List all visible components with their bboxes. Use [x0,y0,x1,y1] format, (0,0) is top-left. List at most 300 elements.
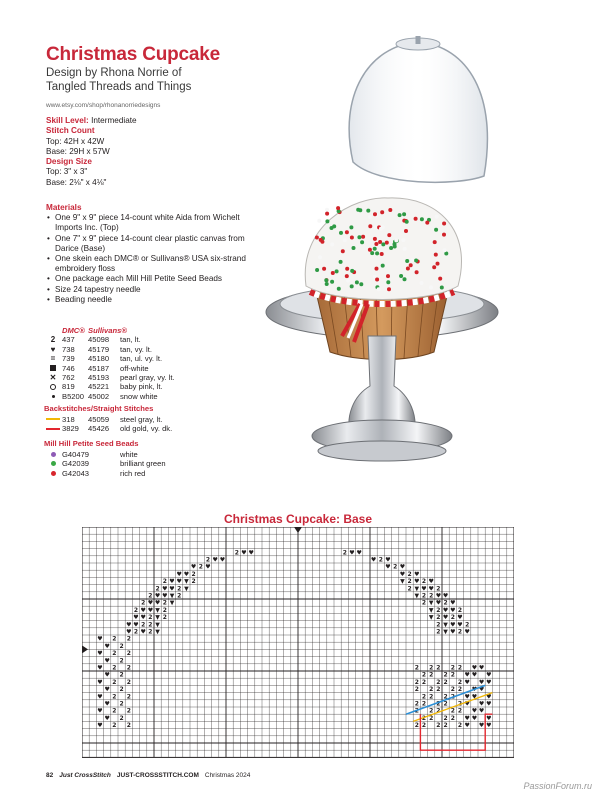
stitch-symbol: ♥ [478,664,485,672]
stitch-symbol: 2 [407,578,412,586]
frosting-bead [393,245,397,249]
frosting-bead [326,287,330,291]
stitch-symbol: ♥ [162,592,168,600]
stitch-symbol: ♥ [450,628,456,636]
key-row [44,364,294,373]
key-sullivans: 45002 [88,391,110,401]
stitch-symbol: ♥ [97,678,103,686]
stitch-symbol: ♥ [478,707,485,715]
stitch-symbol: 2 [191,578,196,586]
stitch-symbol: 2 [126,678,131,686]
stitch-symbol: ♥ [471,707,478,715]
key-dmc: 318 [62,414,75,424]
stitch-symbol: ♥ [154,599,161,607]
stitch-symbol: 2 [177,592,182,600]
stitch-symbol: 2 [450,664,455,672]
stitch-symbol: 2 [148,614,153,622]
stitch-symbol: ▼ [169,599,175,607]
circle-outline-icon [44,384,62,390]
stitch-symbol: ▼ [428,614,434,622]
stitch-symbol: ♥ [471,714,478,722]
stitch-symbol: 2 [421,599,427,607]
frosting-bead [355,280,359,284]
stitch-symbol: 2 [436,606,441,614]
stitch-symbol: 2 [450,707,455,715]
frosting-bead [434,228,438,232]
stitch-symbol: 2 [148,621,153,629]
stitch-symbol: 2 [414,722,419,730]
key-row [44,354,294,363]
frosting-bead [330,242,334,246]
stitch-symbol: ♥ [414,570,420,578]
materials-item: • One 9" x 9" piece 14-count white Aida from Wichelt Imports Inc. (Top) [46,213,256,233]
stitch-count-top: Top: 42H x 42W [46,136,105,146]
beads-label: Mill Hill Petite Seed Beads [44,439,139,449]
stitch-symbol: 2 [436,678,441,686]
stitch-symbol: ♥ [140,606,146,614]
materials-item: • Size 24 tapestry needle [46,285,256,295]
stitch-symbol: 2 [119,686,124,694]
stitch-symbol: ♥ [435,599,442,607]
stitch-symbol: ♥ [435,592,442,600]
frosting-bead [361,235,365,239]
stitch-symbol: 2 [141,599,146,607]
stitch-symbol: 2 [126,664,131,672]
stitch-symbol: 2 [414,686,419,694]
stitch-symbol: ♥ [478,700,485,708]
stitch-symbol: 2 [457,707,463,715]
frosting-bead [388,208,392,212]
stitch-symbol: ♥ [104,642,110,650]
stitch-symbol: 2 [133,628,139,636]
stitch-symbol: ♥ [486,722,492,730]
stitch-symbol: 2 [436,585,441,593]
stitch-symbol: 2 [112,664,117,672]
key-sullivans: 45221 [88,382,110,392]
bead-name: brilliant green [120,459,166,469]
frosting-bead [387,287,391,291]
stitch-symbol: 2 [436,664,441,672]
stitch-symbol: 2 [443,678,448,686]
stitch-count-base: Base: 29H x 57W [46,146,110,156]
stitch-symbol: ♥ [464,678,470,686]
stitch-symbol: 2 [465,621,470,629]
key-row [44,335,294,344]
stitch-symbol: ♥ [486,678,492,686]
stitch-symbol: ♥ [104,657,110,665]
stitch-symbol: 2 [436,614,441,622]
designer-line-2: Tangled Threads and Things [46,81,192,93]
frosting-bead [373,237,377,241]
stitch-symbol: 2 [443,700,448,708]
key-dmc: 3829 [62,424,79,434]
magazine-site[interactable]: JUST-CROSSSTITCH.COM [116,772,199,779]
stitch-symbol: ♥ [464,722,470,730]
stitch-symbol: 2 [443,599,448,607]
stitch-symbol: 2 [436,707,441,715]
stitch-symbol: ▼ [428,606,434,614]
frosting-bead [322,267,326,271]
key-sullivans: 45187 [88,363,110,373]
stitch-symbol: ♥ [126,628,132,636]
stitch-symbol: 2 [112,722,117,730]
stitch-symbol: 2 [443,722,448,730]
stitch-symbol: 2 [429,693,434,701]
bead-code: G40479 [62,449,90,459]
key-sullivans: 45426 [88,424,110,434]
frosting-bead [319,238,323,242]
cupcake-photo [258,36,508,506]
stitch-symbol: ♥ [205,563,211,571]
stitch-symbol: ♥ [486,671,492,679]
key-sullivans: 45180 [88,354,110,364]
stitch-symbol: ♥ [104,686,110,694]
key-row [44,450,294,459]
frosting-bead [433,240,437,244]
stitch-symbol: 2 [126,693,131,701]
key-name: off-white [120,363,149,373]
key-dmc: B5200 [62,391,84,401]
stitch-symbol: 2 [450,714,455,722]
frosting-bead [414,217,418,221]
stitch-symbol: ♥ [97,693,103,701]
stitch-symbol: 2 [450,671,455,679]
frosting-bead [337,287,341,291]
frosting-bead [406,267,410,271]
stitch-symbol: 2 [148,628,153,636]
key-dmc: 762 [62,373,75,383]
stitch-symbol: ♥ [450,621,456,629]
stitch-symbol: ♥ [248,549,254,557]
stitch-count-label: Stitch Count [46,126,95,136]
materials-list [46,213,256,305]
stitch-symbol: 2 [126,650,131,658]
key-name: tan, lt. [120,335,141,345]
green-bead-icon [44,461,62,466]
stitch-symbol: ♥ [162,585,168,593]
red-line-icon [44,428,62,430]
stitch-symbol: 2 [457,678,463,686]
frosting-bead [317,219,321,223]
stitch-symbol: ♥ [212,556,218,564]
stitch-symbol: ♥ [219,556,226,564]
stitch-symbol: ▼ [414,592,420,600]
frosting-bead [350,236,354,240]
frosting-bead [434,253,438,257]
stitch-symbol: ♥ [464,693,470,701]
stitch-symbol: 2 [407,585,412,593]
frosting-bead [373,247,377,251]
key-row [44,469,294,478]
key-name: snow white [120,391,158,401]
key-header-dmc: DMC® [62,326,85,335]
magazine-brand: Just CrossStitch [59,772,111,779]
stitch-symbol: ♥ [464,700,470,708]
frosting-bead [345,230,349,234]
stitch-symbol: ♥ [349,549,355,557]
stitch-symbol: ♥ [241,549,247,557]
skill-level-value: Intermediate [91,116,137,125]
stitch-symbol: 2 [450,686,455,694]
frosting-bead [425,221,429,225]
frosting-bead [325,219,329,223]
stitch-symbol: 2 [421,714,427,722]
frosting-bead [415,270,419,274]
stitch-symbol: 2 [191,570,196,578]
key-row [44,345,294,354]
stitch-symbol: 2 [450,693,455,701]
frosting-bead [335,269,339,273]
stitch-symbol: ♥ [457,614,463,622]
frosting-bead [435,215,439,219]
frosting-bead [432,265,436,269]
frosting-bead [373,212,377,216]
stitch-symbol: ♥ [356,549,362,557]
frosting-bead [436,262,440,266]
filled-square-icon [44,365,62,371]
stitch-symbol: ♥ [486,714,492,722]
bead-name: white [120,449,138,459]
stitch-symbol: ♥ [97,635,103,643]
frosting-bead [359,282,363,286]
frosting-bead [375,251,379,255]
stitch-symbol: 2 [407,570,412,578]
stitch-symbol: 2 [436,621,441,629]
frosting-bead [357,235,361,239]
frosting-bead [352,246,356,250]
stitch-symbol: 2 [112,635,117,643]
materials-item: • One skein each DMC® or Sullivans® USA six-strand embroidery floss [46,254,256,274]
stitch-symbol: ▼ [169,592,175,600]
stitch-symbol: ♥ [428,585,434,593]
frosting-bead [370,251,374,255]
stitch-symbol: ♥ [442,606,449,614]
stitch-symbol: 2 [133,606,139,614]
stitch-symbol: 2 [112,650,117,658]
frosting-bead [349,225,353,229]
designer-url[interactable]: www.etsy.com/shop/rhonanorriedesigns [46,102,161,109]
stitch-symbol: 2 [421,678,427,686]
chart-title: Christmas Cupcake: Base [223,512,373,526]
stitch-symbol: ♥ [442,614,449,622]
bead-code: G42043 [62,468,90,478]
materials-item: • One 7" x 9" piece 14-count clear plastic canvas from Darice (Base) [46,234,256,254]
frosting-bead [405,259,409,263]
heart-icon: ♥ [50,344,56,354]
stitch-symbol: 2 [119,700,124,708]
stitch-symbol: ♥ [471,664,478,672]
stitch-symbol: ♥ [450,599,456,607]
stitch-symbol: ♥ [190,563,197,571]
stitch-symbol: 2 [148,592,153,600]
stitch-symbol: 2 [112,707,117,715]
stitch-symbol: 2 [429,686,434,694]
stitch-symbol: ♥ [370,556,377,564]
frosting-bead [368,215,372,219]
stitch-symbol: ▼ [155,628,160,636]
issue-label: Christmas 2024 [204,772,251,779]
stitch-symbol: ♥ [421,585,427,593]
frosting-bead [401,238,405,242]
stitch-symbol: 2 [414,678,419,686]
key-row [44,415,294,424]
page-number: 82 [46,772,54,779]
materials-label: Materials [46,203,82,212]
purple-bead-icon [44,452,62,457]
key-name: tan, vy. lt. [120,344,152,354]
stitch-symbol: ♥ [104,671,110,679]
key-row [44,459,294,468]
frosting-bead [398,213,402,217]
frosting-bead [374,242,378,246]
stitch-symbol: 2 [162,606,167,614]
key-sullivans: 45179 [88,344,110,354]
key-row [44,392,294,401]
designer-line-1: Design by Rhona Norrie of [46,67,182,79]
key-name: pearl gray, vy. lt. [120,373,175,383]
frosting-bead [368,248,372,252]
stitch-symbol: ▼ [414,585,420,593]
stitch-symbol: ♥ [169,585,175,593]
stitch-symbol: ▼ [155,614,160,622]
frosting-bead [330,280,334,284]
key-name: tan, ul. vy. lt. [120,354,163,364]
stitch-symbol: 2 [342,549,347,557]
frosting-bead [381,264,385,268]
frosting-bead [336,206,340,210]
frosting-bead [386,274,390,278]
stitch-symbol: ♥ [126,621,132,629]
stitch-symbol: 2 [112,678,117,686]
frosting-bead [387,233,391,237]
stitch-symbol: ♥ [428,578,434,586]
stitch-symbol: ♥ [478,678,485,686]
stitch-symbol: ♥ [97,664,103,672]
page-footer [46,772,250,779]
small-dot-icon [44,395,62,398]
watermark: PassionForum.ru [523,781,592,791]
cross-stitch-chart [82,527,514,761]
frosting-bead [332,224,336,228]
frosting-bead [341,249,345,253]
key-sullivans: 45193 [88,373,110,383]
materials-item: • Beading needle [46,295,256,305]
frosting-bead [315,236,319,240]
stitch-symbol: 2 [162,614,167,622]
frosting-bead [410,258,414,262]
stitch-symbol: 2 [457,628,463,636]
stitch-symbol: 2 [457,686,463,694]
stitch-symbol: 2 [457,606,463,614]
stitch-symbol: 2 [421,722,427,730]
backstitch-label: Backstitches/Straight Stitches [44,404,154,414]
stitch-symbol: 2 [436,700,441,708]
stitch-symbol: 2 [457,722,463,730]
stitch-symbol: ♥ [169,578,175,586]
frosting-bead [404,229,408,233]
designer-credit [46,66,266,94]
stitch-symbol: ♥ [176,578,182,586]
stitch-symbol: 2 [119,642,124,650]
stitch-symbol: 2 [436,722,441,730]
stitch-symbol: ♥ [464,671,470,679]
key-dmc: 739 [62,354,75,364]
stitch-symbol: ♥ [147,606,154,614]
stitch-symbol: 2 [126,707,131,715]
frosting-bead [345,267,349,271]
frosting-bead [403,277,407,281]
stitch-symbol: ♥ [399,563,406,571]
stitch-symbol: 2 [119,671,124,679]
stitch-symbol: ♥ [478,686,485,694]
frosting-bead [414,259,418,263]
stitch-symbol: ♥ [97,722,103,730]
frosting-bead [350,269,354,273]
frosting-bead [368,224,372,228]
red-bead-icon [44,471,62,476]
stitch-symbol: 2 [378,556,383,564]
frosting-bead [325,282,329,286]
key-name: steel gray, lt. [120,414,163,424]
stitch-symbol: 2 [457,700,463,708]
stitch-symbol: ♥ [104,714,110,722]
stitch-symbol: 2 [436,628,441,636]
stitch-symbol: 2 [119,714,124,722]
equals-icon: = [50,354,56,364]
stitch-symbol: ▼ [428,599,434,607]
key-dmc: 437 [62,335,75,345]
key-header [44,326,294,335]
stitch-symbol: 2 [198,563,203,571]
stitch-symbol: ♥ [97,650,103,658]
frosting-bead [318,255,322,259]
key-name: old gold, vy. dk. [120,424,173,434]
frosting-bead [380,252,384,256]
bead-name: rich red [120,468,146,478]
frosting-bead [403,247,407,251]
stitch-symbol: 2 [155,585,160,593]
design-size-base: Base: 2⅛" x 4⅛" [46,177,107,187]
materials-item: • One package each Mill Hill Petite Seed Beads [46,274,256,284]
frosting-bead [409,263,413,267]
stitch-symbol: ▼ [155,621,160,629]
frosting-bead [386,280,390,284]
frosting-bead [375,278,379,282]
frosting-bead [331,271,335,275]
key-header-sullivans: Sullivans® [88,326,127,335]
frosting-bead [385,241,389,245]
stitch-symbol: ♥ [399,570,406,578]
key-dmc: 738 [62,344,75,354]
stitch-symbol: ♥ [385,563,391,571]
stitch-symbol: 2 [457,664,463,672]
stitch-symbol: 2 [436,686,441,694]
stitch-symbol: ♥ [478,722,485,730]
stitch-symbol: ♥ [385,556,391,564]
stitch-symbol: ♥ [104,700,110,708]
stitch-symbol: ♥ [140,628,146,636]
frosting-bead [381,242,385,246]
frosting-bead [343,238,347,242]
stitch-symbol: 2 [443,714,448,722]
frosting-bead [346,279,350,283]
stitch-symbol: ▼ [443,621,448,629]
stitch-symbol: ♥ [97,707,103,715]
stitch-symbol: 2 [421,700,427,708]
frosting-bead [339,260,343,264]
stitch-symbol: 2 [234,549,239,557]
stitch-symbol: 2 [112,693,117,701]
